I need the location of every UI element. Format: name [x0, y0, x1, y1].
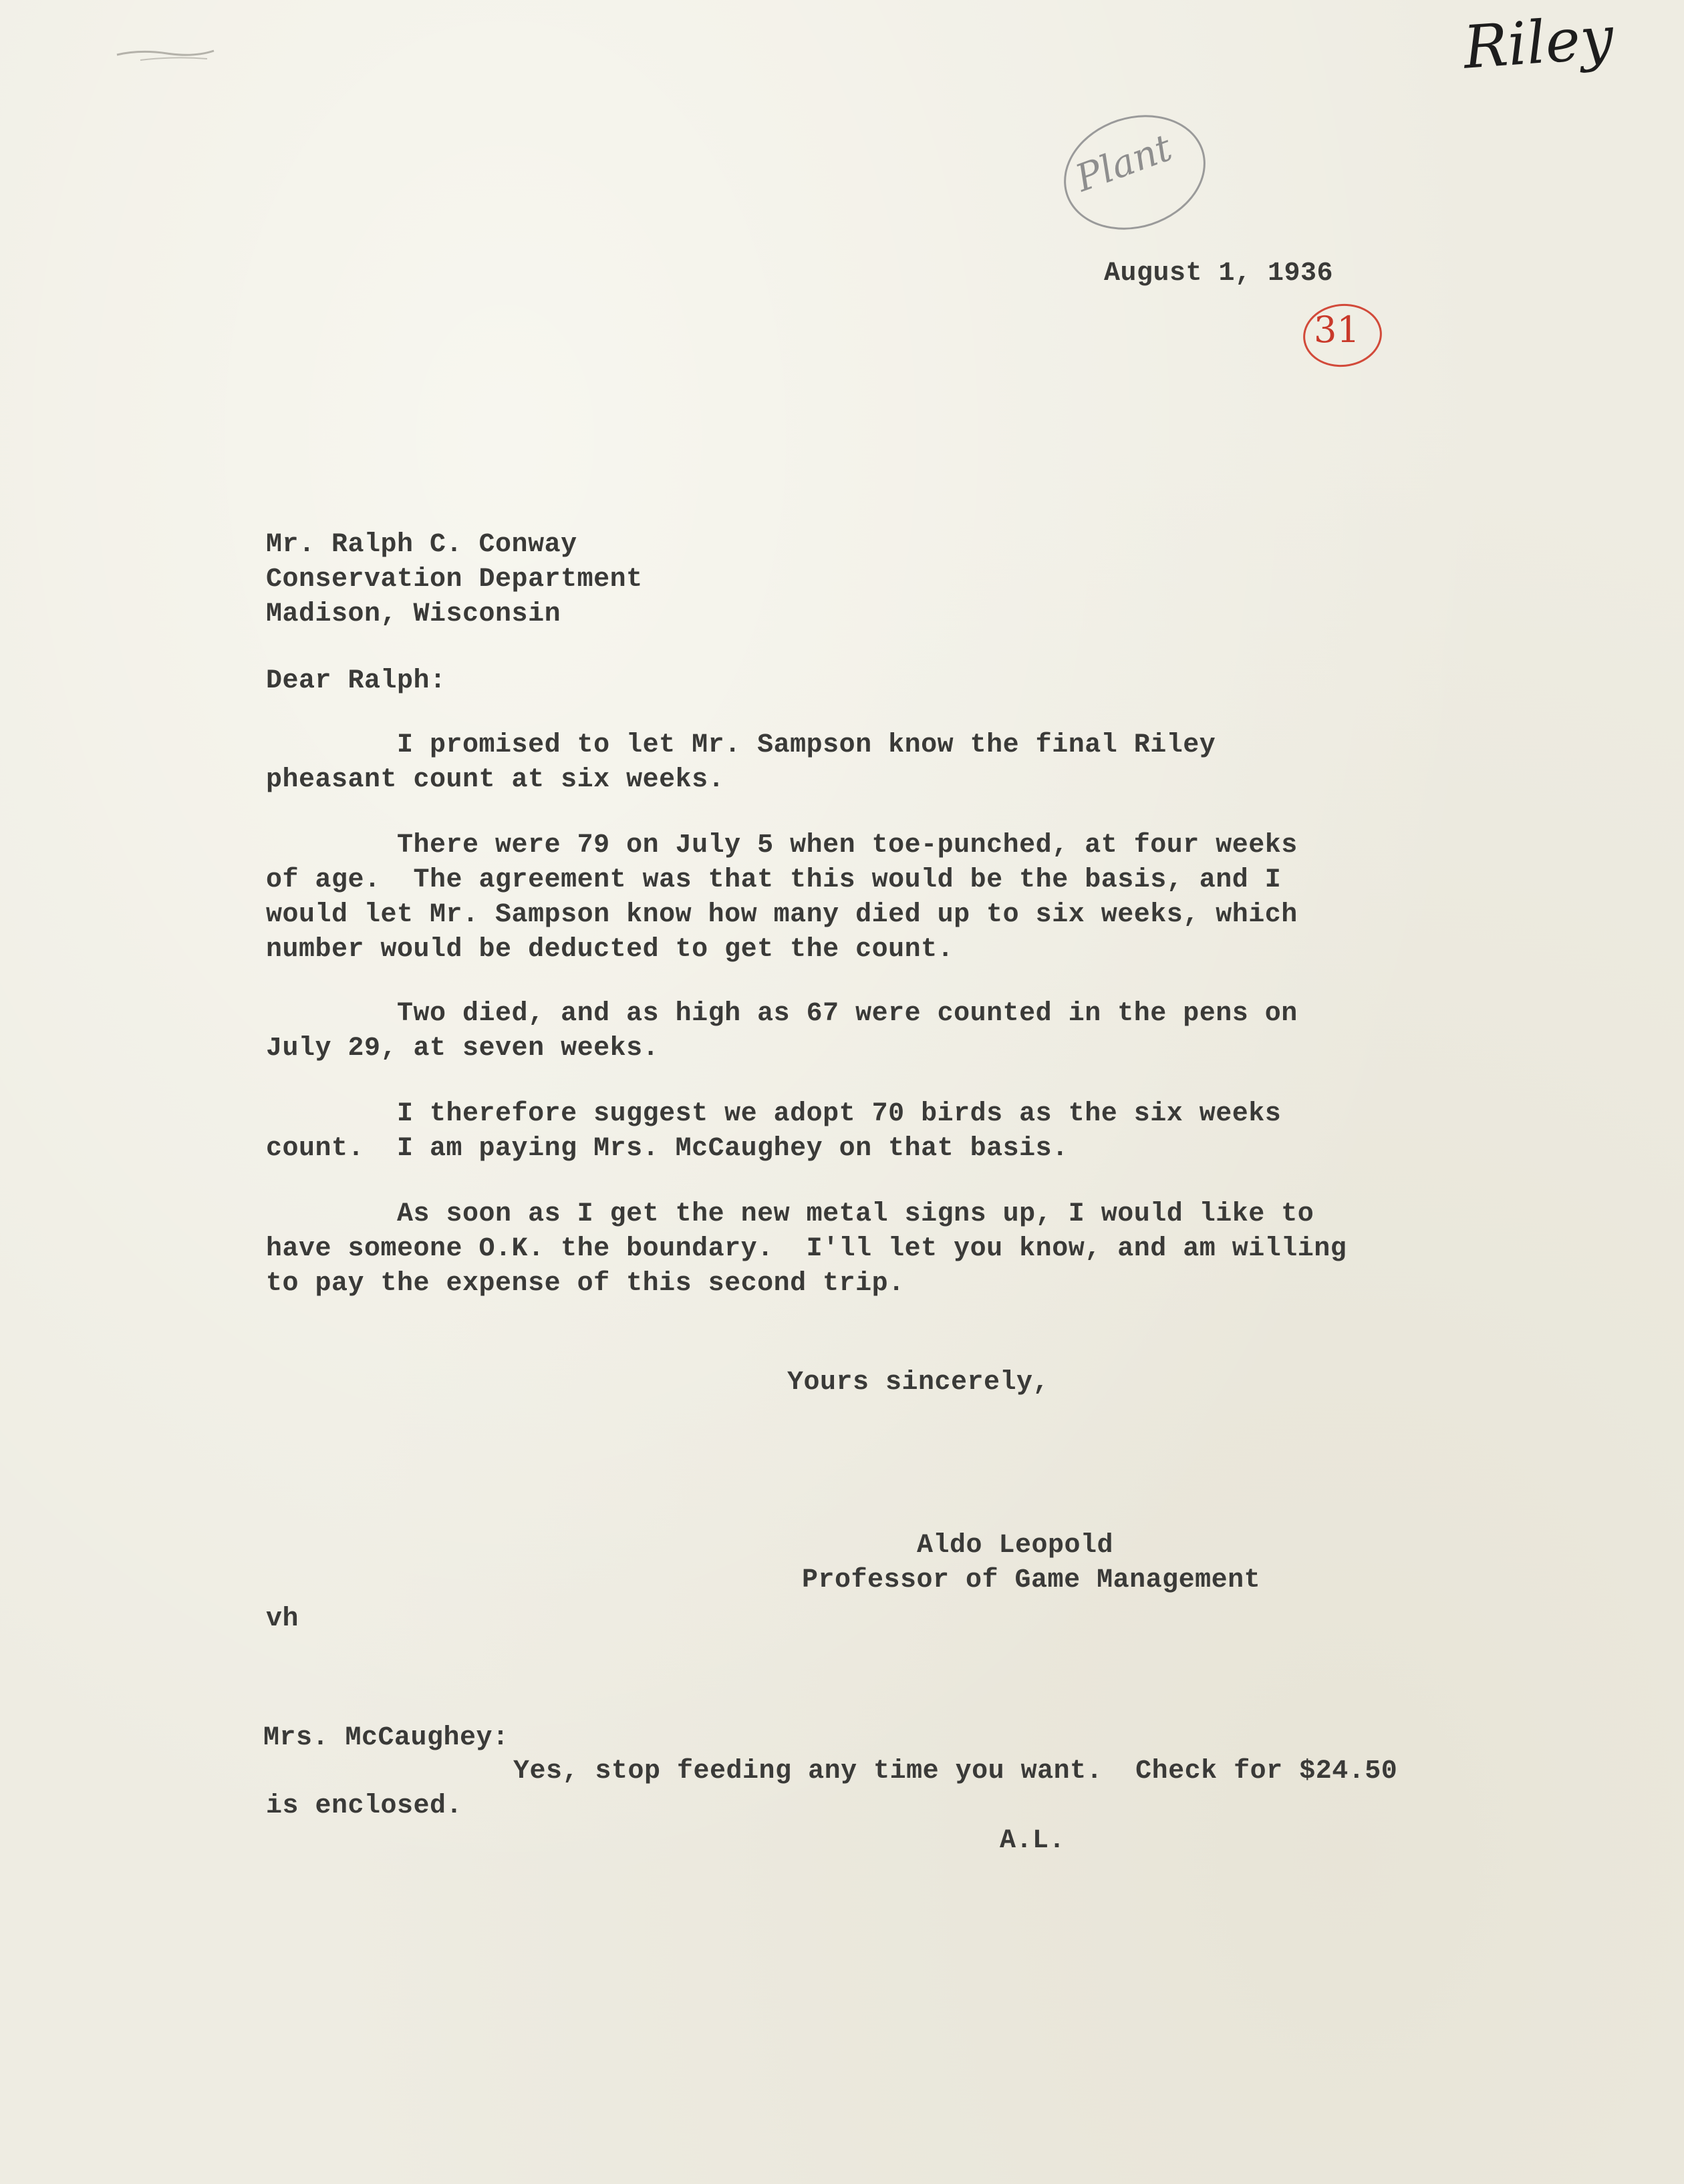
signature-title: Professor of Game Management — [802, 1565, 1261, 1595]
body-paragraph: I therefore suggest we adopt 70 birds as the six weeks count. I am paying Mrs. McCaughey on that basis. — [266, 1099, 1282, 1164]
signature-name: Aldo Leopold — [917, 1531, 1114, 1561]
body-paragraph: Two died, and as high as 67 were counted in the pens on July 29, at seven weeks. — [266, 999, 1298, 1064]
postscript-line: Yes, stop feeding any time you want. Check for $24.50 — [513, 1756, 1398, 1786]
recipient-location: Madison, Wisconsin — [266, 599, 561, 629]
body-paragraph: I promised to let Mr. Sampson know the final Riley pheasant count at six weeks. — [266, 730, 1216, 795]
pencil-smudge — [114, 40, 241, 67]
body-paragraph: There were 79 on July 5 when toe-punched, at four weeks of age. The agreement was that this would be the basis, and I would let Mr. Sampson know how many died up to six weeks, which number would be deducted to get the count. — [266, 830, 1298, 965]
body-paragraph: As soon as I get the new metal signs up, I would like to have someone O.K. the boundary. I'll let you know, and am willing to pay the expense of this second trip. — [266, 1199, 1347, 1299]
pencil-plant-note: Plant — [1070, 126, 1178, 201]
postscript-initials: A.L. — [1000, 1826, 1066, 1856]
recipient-organization: Conservation Department — [266, 565, 643, 595]
typist-initials: vh — [266, 1604, 299, 1634]
letter-date: August 1, 1936 — [1104, 259, 1334, 289]
handwritten-riley-note: Riley — [1461, 3, 1616, 82]
red-page-number: 31 — [1314, 309, 1360, 351]
recipient-name: Mr. Ralph C. Conway — [266, 530, 577, 560]
postscript-line: is enclosed. — [266, 1791, 463, 1821]
closing: Yours sincerely, — [787, 1368, 1050, 1398]
salutation: Dear Ralph: — [266, 666, 446, 696]
postscript-addressee: Mrs. McCaughey: — [263, 1723, 509, 1753]
